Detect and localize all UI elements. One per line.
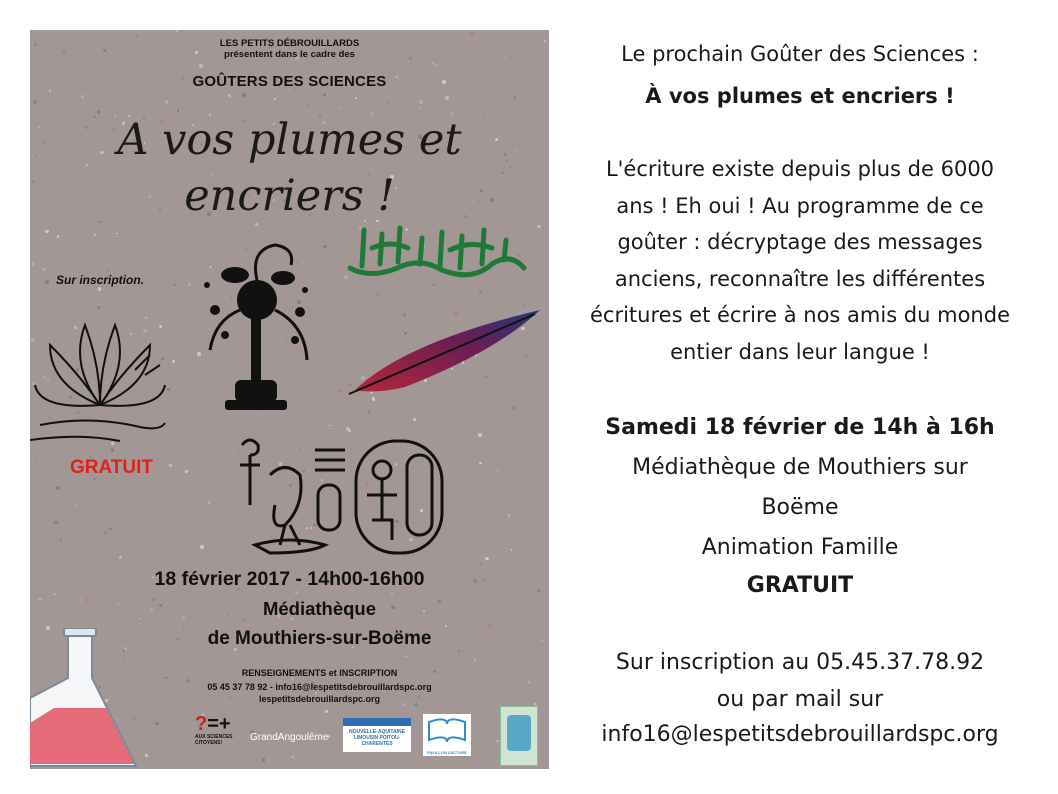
paper-speck <box>338 108 339 109</box>
lotus-flower-image <box>30 295 170 445</box>
paper-speck <box>405 656 406 657</box>
paper-speck <box>479 462 481 464</box>
paper-speck <box>111 448 115 452</box>
paper-speck <box>534 488 535 489</box>
paper-speck <box>199 64 203 68</box>
pharaoh-cartouche-image <box>352 435 447 560</box>
logo-pavillon-lecture <box>423 714 471 756</box>
paper-speck <box>98 287 101 290</box>
paper-speck <box>470 31 474 35</box>
logo-citoyens-text: AUX SCIENCES CITOYENS! <box>195 734 233 746</box>
paper-speck <box>387 102 390 105</box>
poster-info-heading: RENSEIGNEMENTS et INSCRIPTION <box>241 668 398 678</box>
paper-speck <box>185 470 188 473</box>
paper-speck <box>174 518 177 521</box>
paper-speck <box>169 464 171 466</box>
paper-speck <box>445 625 447 627</box>
logo-sciences-citoyens: ?=+ AUX SCIENCES CITOYENS! <box>195 714 241 756</box>
paper-speck <box>274 98 276 100</box>
quill-feather-image <box>345 302 545 397</box>
organizer-subtitle: présentent dans le cadre des <box>224 49 355 60</box>
paper-speck <box>54 521 58 525</box>
paper-speck <box>537 225 541 229</box>
paper-speck <box>49 90 51 92</box>
paper-speck <box>109 528 112 531</box>
poster-organizer <box>30 38 549 60</box>
paper-speck <box>207 456 208 457</box>
announcement-price: GRATUIT <box>746 573 854 598</box>
poster-website: lespetitsdebrouillardspc.org <box>258 694 381 704</box>
paper-speck <box>190 482 191 483</box>
paper-speck <box>349 430 351 432</box>
arabic-calligraphy-image <box>342 218 532 288</box>
paper-speck <box>488 623 492 627</box>
paper-speck <box>452 450 454 452</box>
paper-speck <box>355 97 357 99</box>
organizer-name: LES PETITS DÉBROUILLARDS <box>219 38 360 49</box>
event-poster <box>30 30 549 769</box>
body-line: goûter : décryptage des messages <box>617 230 983 254</box>
paper-speck <box>296 560 298 562</box>
paper-speck <box>173 718 175 720</box>
body-line: ans ! Eh oui ! Au programme de ce <box>616 194 984 218</box>
paper-speck <box>513 463 515 465</box>
paper-speck <box>295 591 298 594</box>
partner-logos <box>185 706 545 766</box>
paper-speck <box>190 346 191 347</box>
paper-speck <box>54 594 56 596</box>
paper-speck <box>199 105 200 106</box>
paper-speck <box>174 284 177 287</box>
paper-speck <box>183 502 184 503</box>
paper-speck <box>31 262 35 266</box>
paper-speck <box>480 563 482 565</box>
poster-title <box>30 112 549 224</box>
body-line: écritures et écrire à nos amis du monde <box>590 303 1010 327</box>
announcement-title: À vos plumes et encriers ! <box>645 84 955 108</box>
paper-speck <box>505 552 506 553</box>
announcement-venue-line2: Boëme <box>761 495 839 520</box>
paper-speck <box>38 598 41 601</box>
poster-price: GRATUIT <box>70 457 154 478</box>
poster-venue-line2: de Mouthiers-sur-Boëme <box>207 628 432 649</box>
paper-speck <box>192 549 193 550</box>
paper-speck <box>242 93 245 96</box>
paper-speck <box>188 283 191 286</box>
paper-speck <box>490 477 494 481</box>
paper-speck <box>165 100 168 103</box>
paper-speck <box>159 259 161 261</box>
poster-series: GOÛTERS DES SCIENCES <box>192 73 387 90</box>
poster-venue-line1: Médiathèque <box>262 598 377 619</box>
announcement-email[interactable]: info16@lespetitsdebrouillardspc.org <box>601 722 999 747</box>
paper-speck <box>323 93 327 97</box>
paper-speck <box>45 280 49 284</box>
paper-speck <box>329 425 330 426</box>
paper-speck <box>508 514 510 516</box>
paper-speck <box>474 658 477 661</box>
paper-speck <box>445 96 449 100</box>
paper-speck <box>129 552 132 555</box>
paper-speck <box>458 650 461 653</box>
paper-speck <box>523 35 525 37</box>
paper-speck <box>509 498 511 500</box>
paper-speck <box>517 292 519 294</box>
paper-speck <box>155 722 158 725</box>
paper-speck <box>327 596 328 597</box>
logo-region <box>343 718 411 752</box>
paper-speck <box>368 410 370 412</box>
paper-speck <box>136 35 138 37</box>
paper-speck <box>514 96 517 99</box>
paper-speck <box>69 523 72 526</box>
paper-speck <box>200 545 204 549</box>
paper-speck <box>45 230 49 234</box>
paper-speck <box>56 486 60 490</box>
paper-speck <box>208 501 211 504</box>
paper-speck <box>224 427 226 429</box>
paper-speck <box>391 593 393 595</box>
poster-date-time: 18 février 2017 - 14h00-16h00 <box>154 568 425 590</box>
poster-registration: Sur inscription. <box>56 273 145 287</box>
announcement-intro: Le prochain Goûter des Sciences : <box>621 42 979 66</box>
paper-speck <box>205 542 206 543</box>
paper-speck <box>425 661 427 663</box>
paper-speck <box>110 550 111 551</box>
paper-speck <box>511 549 513 551</box>
paper-speck <box>419 107 421 109</box>
paper-speck <box>376 293 380 297</box>
paper-speck <box>497 470 499 472</box>
logo-mediatheque <box>500 706 538 766</box>
paper-speck <box>471 418 473 420</box>
paper-speck <box>301 556 303 558</box>
announcement-registration-mail: ou par mail sur <box>716 687 884 712</box>
body-line: L'écriture existe depuis plus de 6000 <box>605 157 995 181</box>
poster-title-line2: encriers ! <box>184 171 395 221</box>
paper-speck <box>65 105 67 107</box>
announcement-registration-phone: Sur inscription au 05.45.37.78.92 <box>615 650 985 675</box>
paper-speck <box>119 556 122 559</box>
announcement-audience: Animation Famille <box>701 535 899 560</box>
paper-speck <box>444 289 445 290</box>
paper-speck <box>36 458 38 460</box>
paper-speck <box>116 233 117 234</box>
body-line: entier dans leur langue ! <box>670 340 930 364</box>
paper-speck <box>306 103 309 106</box>
paper-speck <box>60 539 62 541</box>
paper-speck <box>337 390 341 394</box>
paper-speck <box>372 397 375 400</box>
paper-speck <box>84 535 86 537</box>
poster-contact-line: 05 45 37 78 92 - info16@lespetitsdebrouillardspc.org <box>207 682 432 692</box>
paper-speck <box>163 538 164 539</box>
paper-speck <box>57 235 59 237</box>
paper-speck <box>413 418 416 421</box>
paper-speck <box>485 557 489 561</box>
paper-speck <box>479 291 482 294</box>
body-line: anciens, reconnaître les différentes <box>614 267 986 291</box>
paper-speck <box>76 504 79 507</box>
paper-speck <box>228 94 231 97</box>
paper-speck <box>172 360 175 363</box>
announcement-date: Samedi 18 février de 14h à 16h <box>605 415 995 440</box>
paper-speck <box>465 624 466 625</box>
paper-speck <box>478 433 482 437</box>
logo-grandangouleme: GrandAngoulême <box>250 732 329 743</box>
poster-title-line1: A vos plumes et <box>117 115 462 165</box>
hieroglyphs-image <box>230 435 350 555</box>
paper-speck <box>257 96 260 99</box>
paper-speck <box>145 754 148 757</box>
paper-speck <box>145 104 148 107</box>
paper-speck <box>484 91 485 92</box>
paper-speck <box>33 100 37 104</box>
logo-region-text: NOUVELLE-AQUITAINE LIMOUSIN POITOU-CHARENTES <box>348 729 406 747</box>
ink-splash-image <box>195 240 325 420</box>
science-flask-image <box>30 628 140 769</box>
paper-speck <box>419 100 423 104</box>
paper-speck <box>540 497 543 500</box>
paper-speck <box>42 268 45 271</box>
paper-speck <box>176 30 178 32</box>
paper-speck <box>94 234 96 236</box>
paper-speck <box>113 100 114 101</box>
paper-speck <box>81 95 84 98</box>
paper-speck <box>219 560 223 564</box>
paper-speck <box>128 261 129 262</box>
announcement-venue-line1: Médiathèque de Mouthiers sur <box>632 455 968 480</box>
paper-speck <box>435 65 437 67</box>
paper-speck <box>431 62 434 65</box>
paper-speck <box>104 531 107 534</box>
paper-speck <box>512 406 516 410</box>
logo-pavillon-text: PAVILLON LECTURE <box>427 750 467 755</box>
